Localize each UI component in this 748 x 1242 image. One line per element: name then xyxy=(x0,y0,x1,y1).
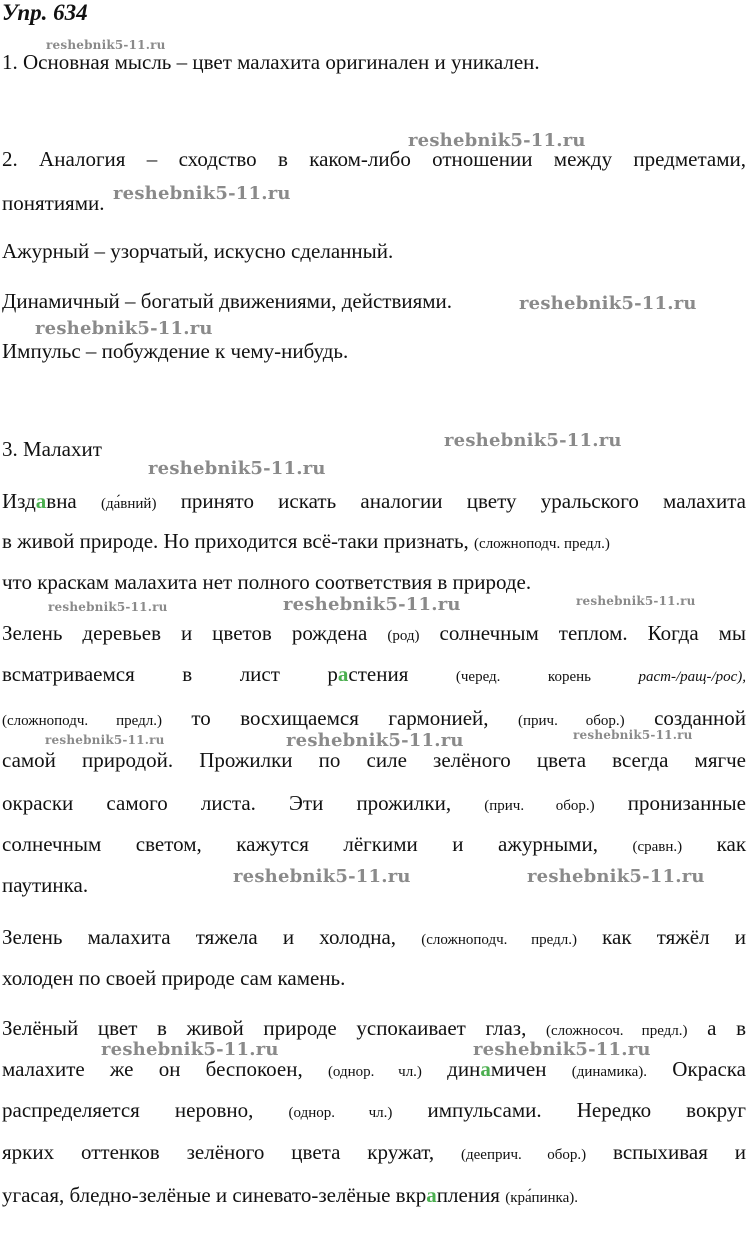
watermark: reshebnik5-11.ru xyxy=(519,293,697,314)
p2-line-6: солнечным светом, кажутся лёгкими и ажурными, (сравн.) как xyxy=(2,832,747,856)
p1-line-1: Издавна (да́вний) принято искать аналогии цвету уральского малахита xyxy=(2,489,747,513)
p3-line-1: Зелень малахита тяжела и холодна, (сложноподч. предл.) как тяжёл и xyxy=(2,925,747,949)
annotation: (однор. чл.) xyxy=(288,1105,393,1121)
watermark: reshebnik5-11.ru xyxy=(444,430,622,451)
p2-line-5: окраски самого листа. Эти прожилки, (прич. обор.) пронизанные xyxy=(2,791,746,815)
p4-line-5: угасая, бледно-зелёные и синевато-зелёные вкрапления (кра́пинка). xyxy=(2,1183,579,1207)
watermark: reshebnik5-11.ru xyxy=(473,1039,651,1060)
root-annotation: раст-/ращ-/рос), xyxy=(638,669,747,685)
p2-line-3: (сложноподч. предл.) то восхищаемся гармонией, (прич. обор.) созданной xyxy=(2,706,747,730)
watermark: reshebnik5-11.ru xyxy=(45,733,165,747)
annotation: (да́вний) xyxy=(101,496,157,512)
definition-analogy-line: 2. Аналогия – сходство в каком-либо отношении между предметами, xyxy=(2,147,746,171)
watermark: reshebnik5-11.ru xyxy=(576,594,696,608)
watermark: reshebnik5-11.ru xyxy=(283,594,461,615)
watermark: reshebnik5-11.ru xyxy=(46,38,166,52)
watermark: reshebnik5-11.ru xyxy=(233,866,411,887)
annotation: (род) xyxy=(387,628,420,644)
p1-line-2: в живой природе. Но приходится всё-таки признать, (сложноподч. предл.) xyxy=(2,529,610,553)
p2-line-2: всматриваемся в лист растения (черед. корень раст-/ращ-/рос), xyxy=(2,662,747,686)
exercise-title: Упр. 634 xyxy=(2,0,88,25)
annotation: (прич. обор.) xyxy=(484,798,595,814)
annotation: (прич. обор.) xyxy=(517,713,625,729)
watermark: reshebnik5-11.ru xyxy=(573,728,693,742)
definition-impuls: Импульс – побуждение к чему-нибудь. xyxy=(2,339,349,363)
p4-line-3: распределяется неровно, (однор. чл.) импульсами. Нередко вокруг xyxy=(2,1098,746,1122)
watermark: reshebnik5-11.ru xyxy=(101,1039,279,1060)
stressed-vowel: а xyxy=(35,489,47,513)
text-heading: 3. Малахит xyxy=(2,437,102,461)
p3-line-2: холоден по своей природе сам камень. xyxy=(2,966,346,990)
annotation: (сложноподч. предл.) xyxy=(2,713,162,729)
p2-line-4: самой природой. Прожилки по силе зелёного цвета всегда мягче xyxy=(2,748,746,772)
alternating-vowel: а xyxy=(337,662,349,686)
p4-line-1: Зелёный цвет в живой природе успокаивает глаз, (сложносоч. предл.) а в xyxy=(2,1016,747,1040)
watermark: reshebnik5-11.ru xyxy=(48,600,168,614)
definition-dinamichny: Динамичный – богатый движениями, действиями. xyxy=(2,289,453,313)
p4-line-2: малахите же он беспокоен, (однор. чл.) динамичен (динамика). Окраска xyxy=(2,1057,746,1081)
p2-line-1: Зелень деревьев и цветов рождена (род) солнечным теплом. Когда мы xyxy=(2,621,747,645)
watermark: reshebnik5-11.ru xyxy=(286,730,464,751)
alternating-vowel: а xyxy=(426,1183,437,1207)
watermark: reshebnik5-11.ru xyxy=(148,458,326,479)
annotation: (сложноподч. предл.) xyxy=(421,932,577,948)
annotation: (сравн.) xyxy=(632,839,683,855)
watermark: reshebnik5-11.ru xyxy=(527,866,705,887)
annotation: (сложносоч. предл.) xyxy=(545,1023,688,1039)
stressed-vowel: а xyxy=(480,1057,491,1081)
annotation: (дееприч. обор.) xyxy=(461,1147,587,1163)
annotation: (сложноподч. предл.) xyxy=(474,536,610,552)
definition-analogy-continued: понятиями. xyxy=(2,191,105,215)
annotation: (кра́пинка). xyxy=(505,1190,579,1206)
watermark: reshebnik5-11.ru xyxy=(113,183,291,204)
watermark: reshebnik5-11.ru xyxy=(408,130,586,151)
annotation: (однор. чл.) xyxy=(327,1064,422,1080)
main-idea-line: 1. Основная мысль – цвет малахита оригинален и уникален. xyxy=(2,50,540,74)
watermark: reshebnik5-11.ru xyxy=(35,318,213,339)
p1-line-3: что краскам малахита нет полного соответствия в природе. xyxy=(2,570,532,594)
p4-line-4: ярких оттенков зелёного цвета кружат, (дееприч. обор.) вспыхивая и xyxy=(2,1140,747,1164)
definition-azhurny: Ажурный – узорчатый, искусно сделанный. xyxy=(2,239,394,263)
annotation: (динамика). xyxy=(571,1064,648,1080)
p2-line-7: паутинка. xyxy=(2,873,89,897)
